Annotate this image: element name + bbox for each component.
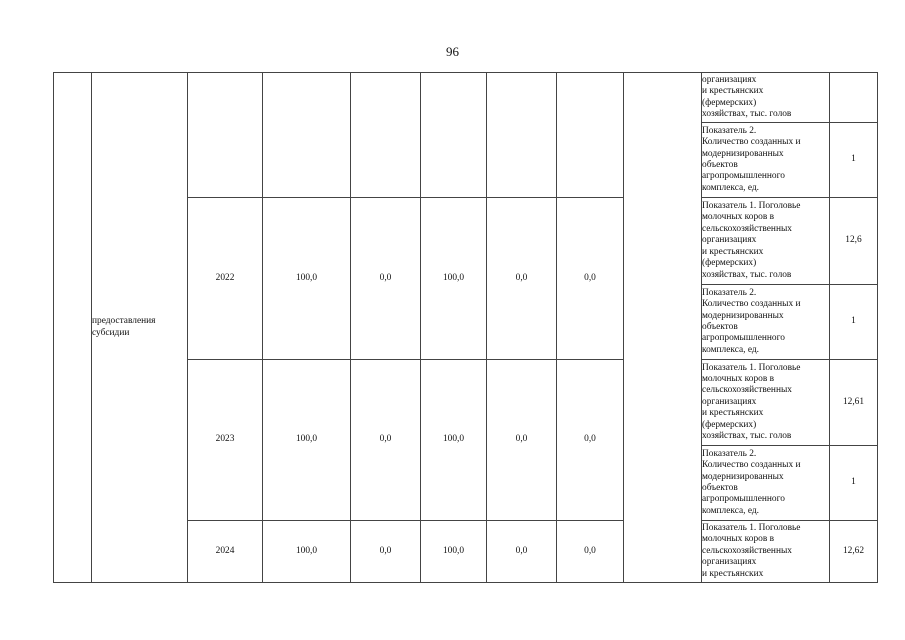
- year-cell: 2022: [188, 198, 263, 360]
- value-cell: 100,0: [263, 521, 351, 583]
- indicator-cell: Показатель 2. Количество созданных и модернизированных объектов агропромышленного комплекса, ед.: [702, 285, 830, 360]
- value-cell: 0,0: [487, 521, 557, 583]
- value-cell: 0,0: [487, 360, 557, 521]
- indicator-cell: Показатель 2. Количество созданных и модернизированных объектов агропромышленного комплекса, ед.: [702, 446, 830, 521]
- value-cell: 0,0: [351, 360, 421, 521]
- value-cell: 100,0: [421, 360, 487, 521]
- value-cell: 0,0: [557, 360, 624, 521]
- value-cell: 0,0: [351, 198, 421, 360]
- value-cell: [421, 73, 487, 198]
- indicator-cell: организациях и крестьянских (фермерских) хозяйствах, тыс. голов: [702, 73, 830, 123]
- value-cell: 0,0: [487, 198, 557, 360]
- value-cell: 0,0: [351, 521, 421, 583]
- indicator-value-cell: 1: [830, 123, 878, 198]
- measure-name-cell: предоставления субсидии: [92, 73, 188, 583]
- indicator-value-cell: [830, 73, 878, 123]
- indicator-cell: Показатель 1. Поголовье молочных коров в сельскохозяйственных организациях и крестьянских (фермерских) хозяйствах, тыс. голов: [702, 360, 830, 446]
- value-cell: 100,0: [263, 198, 351, 360]
- value-cell: [263, 73, 351, 198]
- value-cell: 0,0: [557, 521, 624, 583]
- table-row: [54, 73, 878, 123]
- indicator-value-cell: 12,6: [830, 198, 878, 285]
- indicator-value-cell: 1: [830, 285, 878, 360]
- value-cell: 100,0: [421, 198, 487, 360]
- indicator-cell: Показатель 2. Количество созданных и модернизированных объектов агропромышленного комплекса, ед.: [702, 123, 830, 198]
- indicator-cell: Показатель 1. Поголовье молочных коров в сельскохозяйственных организациях и крестьянских: [702, 521, 830, 583]
- indicator-value-cell: 12,62: [830, 521, 878, 583]
- page-number: 96: [446, 44, 459, 59]
- value-cell: [487, 73, 557, 198]
- value-cell: 100,0: [263, 360, 351, 521]
- value-cell: [557, 73, 624, 198]
- indicator-value-cell: 1: [830, 446, 878, 521]
- value-cell: [351, 73, 421, 198]
- year-cell: 2024: [188, 521, 263, 583]
- program-table: [53, 72, 878, 583]
- value-cell: 0,0: [557, 198, 624, 360]
- executor-cell: [624, 73, 702, 583]
- value-cell: 100,0: [421, 521, 487, 583]
- row-number-cell: [54, 73, 92, 583]
- indicator-cell: Показатель 1. Поголовье молочных коров в сельскохозяйственных организациях и крестьянских (фермерских) хозяйствах, тыс. голов: [702, 198, 830, 285]
- indicator-value-cell: 12,61: [830, 360, 878, 446]
- year-cell: [188, 73, 263, 198]
- year-cell: 2023: [188, 360, 263, 521]
